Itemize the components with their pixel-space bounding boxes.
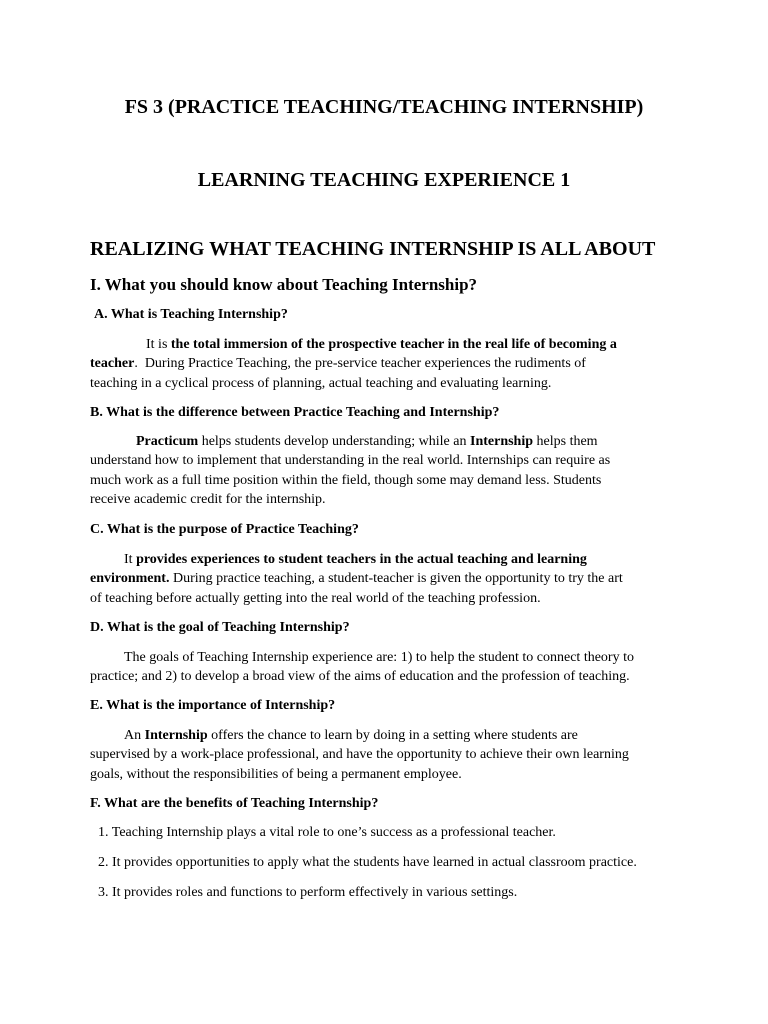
answer-d-paragraph	[90, 648, 690, 687]
benefit-item-3: 3. It provides roles and functions to perform effectively in various settings.	[98, 885, 518, 900]
answer-b-paragraph	[90, 432, 690, 510]
question-a-heading: A. What is Teaching Internship?	[94, 307, 288, 322]
answer-c-bold: provides experiences to student teachers in the actual teaching and learning	[136, 552, 587, 567]
answer-e-text-1: An	[124, 728, 145, 743]
answer-a-line-3: teaching in a cyclical process of planning, actual teaching and evaluating learning.	[90, 375, 552, 391]
document-subtitle: LEARNING TEACHING EXPERIENCE 1	[197, 169, 571, 191]
question-f-heading: F. What are the benefits of Teaching Internship?	[90, 796, 379, 811]
section-heading: I. What you should know about Teaching Internship?	[90, 275, 478, 294]
answer-e-text-2: offers the chance to learn by doing in a setting where students are	[207, 728, 578, 743]
answer-b-text-1: helps students develop understanding; while an	[198, 434, 470, 449]
answer-e-paragraph	[90, 726, 690, 784]
question-e-heading: E. What is the importance of Internship?	[90, 698, 336, 713]
answer-b-text-2: helps them	[533, 434, 598, 449]
main-heading: REALIZING WHAT TEACHING INTERNSHIP IS ALL ABOUT	[90, 238, 656, 260]
benefit-item-2: 2. It provides opportunities to apply what the students have learned in actual classroom practice.	[98, 855, 637, 870]
question-d-heading: D. What is the goal of Teaching Internship?	[90, 620, 350, 635]
answer-a-paragraph	[90, 335, 690, 393]
answer-a-text-2: . During Practice Teaching, the pre-service teacher experiences the rudiments of	[134, 356, 586, 372]
question-b-heading: B. What is the difference between Practice Teaching and Internship?	[90, 405, 500, 420]
answer-a-bold-word: teacher	[90, 356, 135, 372]
answer-c-line-3: of teaching before actually getting into the real world of the teaching profession.	[90, 590, 541, 606]
answer-b-bold-internship: Internship	[470, 434, 534, 449]
answer-a-bold: the total immersion of the prospective teacher in the real life of becoming a	[170, 337, 617, 352]
answer-e-bold: Internship	[144, 728, 208, 743]
benefit-item-1: 1. Teaching Internship plays a vital role to one’s success as a professional teacher.	[98, 825, 556, 840]
answer-e-line-3: goals, without the responsibilities of being a permanent employee.	[90, 766, 462, 782]
answer-d-line-1: The goals of Teaching Internship experience are: 1) to help the student to connect theory to	[124, 650, 634, 665]
answer-b-line-3: much work as a full time position within the field, though some may demand less. Students	[90, 472, 602, 488]
answer-c-bold-word: environment.	[90, 571, 170, 587]
answer-a-text: It is	[146, 337, 171, 352]
answer-c-paragraph	[90, 550, 690, 608]
answer-d-line-2: practice; and 2) to develop a broad view of the aims of education and the profession of teaching.	[90, 669, 630, 685]
question-c-heading: C. What is the purpose of Practice Teaching?	[90, 522, 359, 537]
answer-b-line-4: receive academic credit for the internship.	[90, 492, 326, 508]
answer-e-line-2: supervised by a work-place professional, and have the opportunity to achieve their own learning	[90, 747, 629, 763]
answer-b-line-2: understand how to implement that understanding in the real world. Internships can require as	[90, 453, 611, 469]
answer-c-text-1: It	[124, 552, 137, 567]
answer-c-text-2: During practice teaching, a student-teacher is given the opportunity to try the art	[169, 571, 623, 587]
answer-b-bold-practicum: Practicum	[136, 434, 199, 449]
document-title: FS 3 (PRACTICE TEACHING/TEACHING INTERNSHIP)	[124, 96, 644, 118]
